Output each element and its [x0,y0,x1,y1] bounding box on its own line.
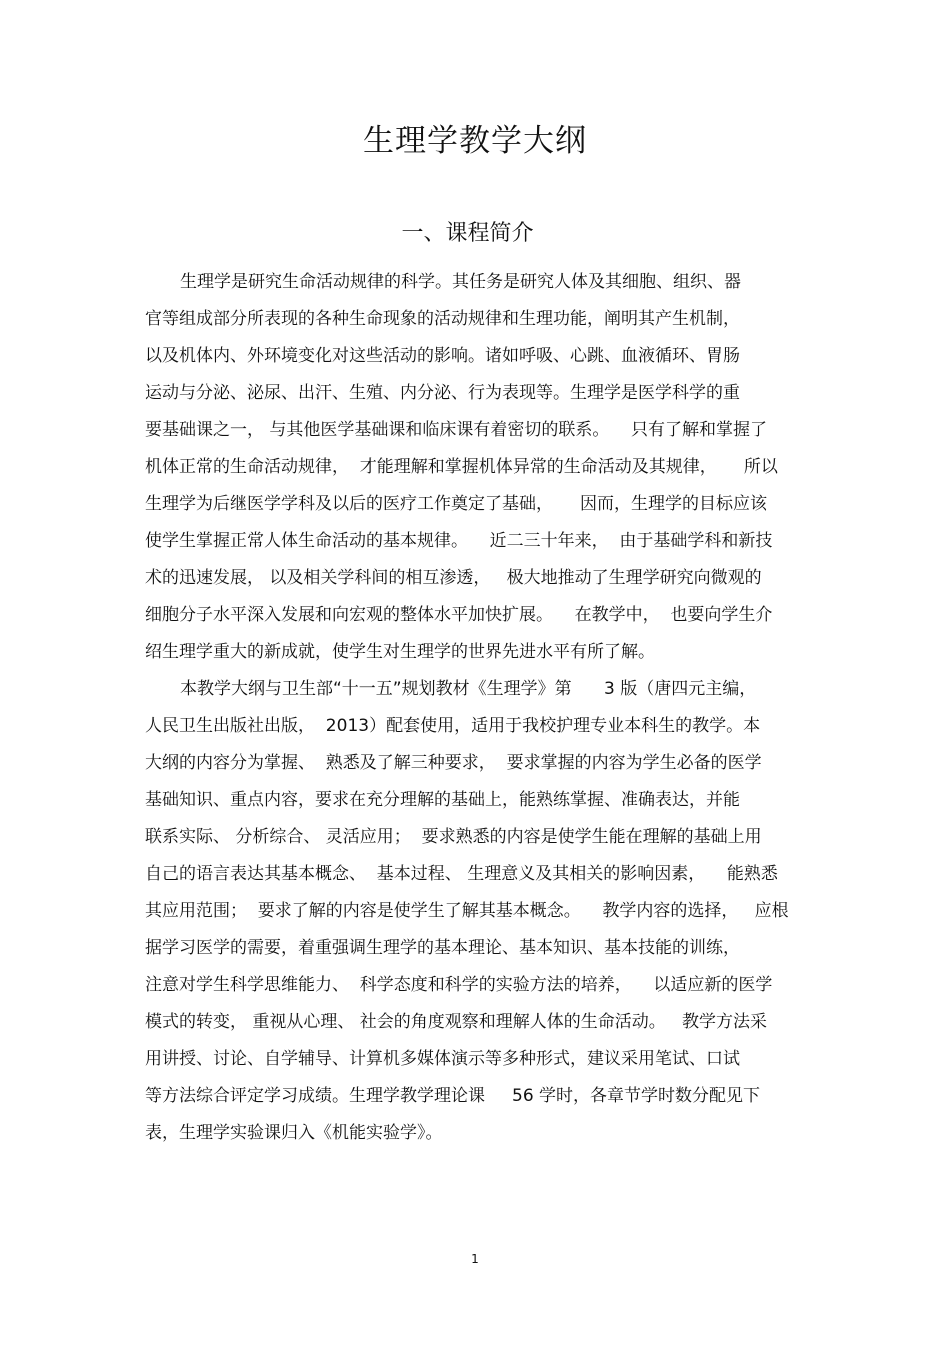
paragraph-intro [145,264,815,671]
text-line: 用讲授、讨论、自学辅导、计算机多媒体演示等多种形式，建议采用笔试、口试 [145,1049,740,1069]
page-number: 1 [471,1252,479,1266]
text-line: 基础知识、重点内容，要求在充分理解的基础上，能熟练掌握、准确表达，并能 [145,790,740,810]
text-line: 联系实际、 分析综合、 灵活应用； 要求熟悉的内容是使学生能在理解的基础上用 [145,827,762,847]
text-line: 以及机体内、外环境变化对这些活动的影响。诸如呼吸、心跳、血液循环、胃肠 [145,346,740,366]
text-line: 模式的转变， 重视从心理、 社会的角度观察和理解人体的生命活动。 教学方法采 [145,1012,768,1032]
text-line: 人民卫生出版社出版， 2013）配套使用，适用于我校护理专业本科生的教学。本 [145,716,761,736]
text-line: 表，生理学实验课归入《机能实验学》。 [145,1123,443,1143]
text-line: 术的迅速发展， 以及相关学科间的相互渗透， 极大地推动了生理学研究向微观的 [145,568,762,588]
text-line: 生理学是研究生命活动规律的科学。其任务是研究人体及其细胞、组织、器 [180,272,741,292]
text-line: 据学习医学的需要，着重强调生理学的基本理论、基本知识、基本技能的训练， [145,938,740,958]
text-line: 其应用范围； 要求了解的内容是使学生了解其基本概念。 教学内容的选择， 应根 [145,901,789,921]
text-line: 要基础课之一， 与其他医学基础课和临床课有着密切的联系。 只有了解和掌握了 [145,420,768,440]
text-line: 绍生理学重大的新成就，使学生对生理学的世界先进水平有所了解。 [145,642,655,662]
text-line: 等方法综合评定学习成绩。生理学教学理论课 56 学时，各章节学时数分配见下 [145,1086,761,1106]
text-line: 细胞分子水平深入发展和向宏观的整体水平加快扩展。 在教学中， 也要向学生介 [145,605,773,625]
document-body [145,264,815,1152]
text-line: 自己的语言表达其基本概念、 基本过程、 生理意义及其相关的影响因素， 能熟悉 [145,864,778,884]
text-line: 机体正常的生命活动规律， 才能理解和掌握机体异常的生命活动及其规律， 所以 [145,457,778,477]
text-line: 官等组成部分所表现的各种生命现象的活动规律和生理功能，阐明其产生机制， [145,309,740,329]
text-line: 生理学为后继医学学科及以后的医疗工作奠定了基础， 因而，生理学的目标应该 [145,494,768,514]
section-title: 一、课程简介 [401,221,534,246]
text-line: 运动与分泌、泌尿、出汗、生殖、内分泌、行为表现等。生理学是医学科学的重 [145,383,740,403]
text-line: 大纲的内容分为掌握、 熟悉及了解三种要求， 要求掌握的内容为学生必备的医学 [145,753,762,773]
paragraph-syllabus [145,671,815,1152]
text-line: 本教学大纲与卫生部“十一五”规划教材《生理学》第 3 版（唐四元主编， [180,679,757,699]
document-title: 生理学教学大纲 [363,123,587,159]
text-line: 注意对学生科学思维能力、 科学态度和科学的实验方法的培养， 以适应新的医学 [145,975,773,995]
text-line: 使学生掌握正常人体生命活动的基本规律。 近二三十年来， 由于基础学科和新技 [145,531,773,551]
